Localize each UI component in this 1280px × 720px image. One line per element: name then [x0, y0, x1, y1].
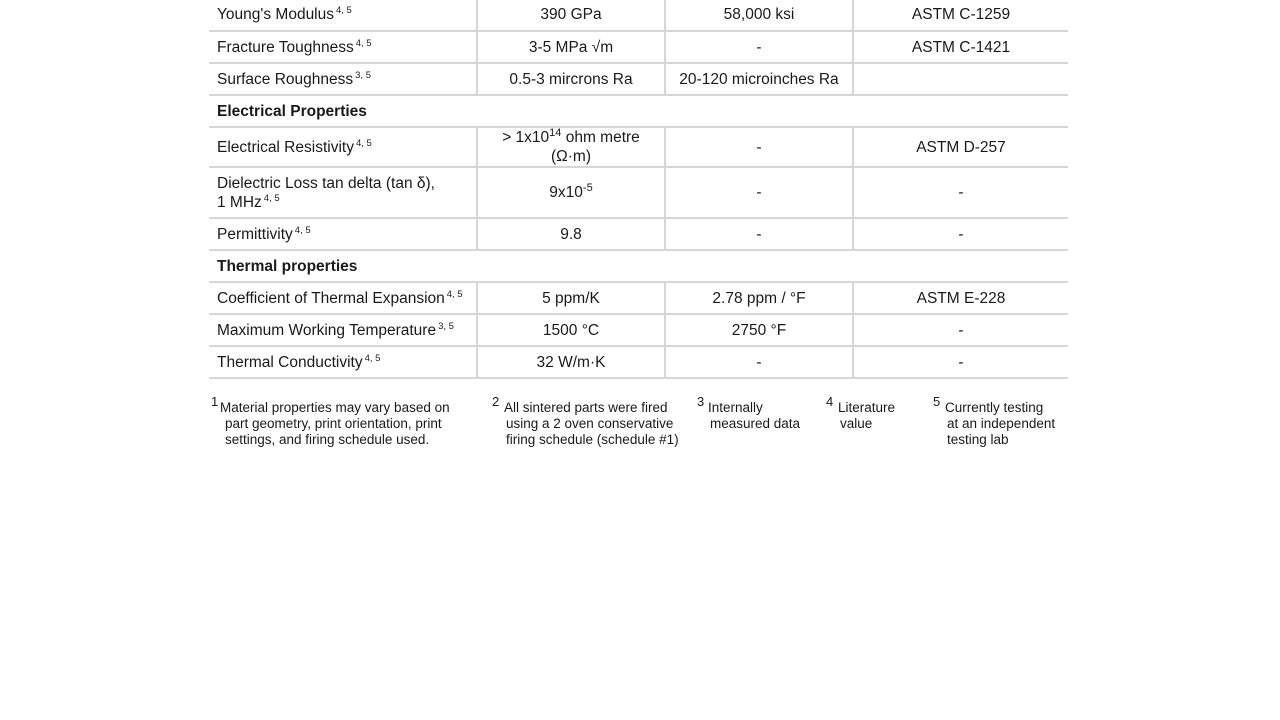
property-name: Maximum Working Temperature $^{3, 5}$: [209, 314, 477, 346]
footnote-text: All sintered parts were fired: [504, 400, 668, 415]
test-standard: ASTM D-257: [853, 127, 1068, 167]
footnote-text: part geometry, print orientation, print: [225, 416, 442, 431]
table-row: [209, 127, 1068, 167]
reference-marker: 3, 5: [438, 320, 454, 332]
property-name: Coefficient of Thermal Expansion $^{4, 5}$: [209, 282, 477, 314]
si-value: > $1x10^{14}$ ohm metre (Ω·m): [477, 127, 665, 167]
property-name: Surface Roughness $^{3, 5}$: [209, 63, 477, 95]
section-header-row: [209, 95, 1068, 127]
footnote-text: Material properties may vary based on: [220, 400, 450, 415]
test-standard: -: [853, 167, 1068, 218]
footnote-number: 1: [211, 394, 219, 409]
imperial-value: -: [665, 346, 853, 378]
test-standard: ASTM E-228: [853, 282, 1068, 314]
si-value: 5 ppm/K: [477, 282, 665, 314]
reference-marker: 4, 5: [355, 37, 372, 49]
reference-marker: 4, 5: [355, 137, 372, 149]
si-value: 32 W/m·K: [477, 346, 665, 378]
test-standard: ASTM C-1259: [853, 0, 1068, 31]
footnote-5: [933, 394, 1055, 448]
table-row: [209, 167, 1068, 218]
section-header-row: [209, 250, 1068, 282]
si-value: 0.5-3 mircrons Ra: [477, 63, 665, 95]
imperial-value: -: [665, 31, 853, 63]
reference-marker: 4, 5: [364, 352, 381, 364]
table-row: [209, 63, 1068, 95]
si-value: 3-5 MPa √m: [477, 31, 665, 63]
table-row: [209, 314, 1068, 346]
reference-marker: 4, 5: [336, 5, 352, 16]
footnote-text: settings, and firing schedule used.: [225, 432, 430, 447]
section-heading-thermal: Thermal properties: [209, 250, 1068, 282]
table-row: [209, 346, 1068, 378]
footnote-4: [826, 394, 895, 432]
table-row: [209, 282, 1068, 314]
footnote-number: 3: [697, 394, 705, 409]
section-heading-electrical: Electrical Properties: [209, 95, 1068, 127]
table-row: [209, 31, 1068, 63]
property-name: Dielectric Loss tan delta (tan δ), 1 MHz $^{4, 5}$: [209, 167, 477, 218]
si-value: $9x10^{-5}$: [477, 167, 665, 218]
imperial-value: 20-120 microinches Ra: [665, 63, 853, 95]
test-standard: -: [853, 314, 1068, 346]
footnote-text: using a 2 oven conservative: [506, 416, 674, 431]
test-standard: ASTM C-1421: [853, 31, 1068, 63]
footnote-text: Literature: [838, 400, 896, 415]
imperial-value: 2.78 ppm / °F: [665, 282, 853, 314]
test-standard: -: [853, 346, 1068, 378]
properties-table: [209, 0, 1068, 379]
footnote-3: [697, 394, 800, 432]
table-row: [209, 218, 1068, 250]
property-name: Electrical Resistivity $^{4, 5}$: [209, 127, 477, 167]
imperial-value: -: [665, 218, 853, 250]
footnote-number: 4: [826, 394, 834, 409]
reference-marker: 4, 5: [446, 288, 463, 300]
footnote-text: at an independent: [947, 416, 1056, 431]
test-standard: [853, 63, 1068, 95]
table-row: [209, 0, 1068, 31]
exponent: -5: [582, 182, 593, 194]
reference-marker: 4, 5: [294, 224, 311, 236]
si-value: 9.8: [477, 218, 665, 250]
footnote-text: value: [840, 416, 873, 431]
test-standard: -: [853, 218, 1068, 250]
property-name: Thermal Conductivity $^{4, 5}$: [209, 346, 477, 378]
footnote-text: firing schedule (schedule #1): [506, 432, 679, 447]
exponent: 14: [549, 127, 562, 139]
reference-marker: 4, 5: [263, 192, 280, 204]
imperial-value: 2750 °F: [665, 314, 853, 346]
footnote-2: [492, 394, 679, 448]
imperial-value: 58,000 ksi: [665, 0, 853, 31]
property-name: Fracture Toughness $^{4, 5}$: [209, 31, 477, 63]
property-name: Permittivity $^{4, 5}$: [209, 218, 477, 250]
property-name: Young's Modulus $^{4, 5}$: [209, 0, 477, 31]
footnote-number: 5: [933, 394, 941, 409]
imperial-value: -: [665, 167, 853, 218]
footnote-1: [211, 394, 450, 448]
si-value: 390 GPa: [477, 0, 665, 31]
footnote-number: 2: [492, 394, 500, 409]
imperial-value: -: [665, 127, 853, 167]
footnote-text: Internally: [708, 400, 763, 415]
footnote-text: testing lab: [947, 432, 1009, 447]
si-value: 1500 °C: [477, 314, 665, 346]
footnote-text: measured data: [710, 416, 801, 431]
reference-marker: 3, 5: [355, 69, 371, 81]
footnote-text: Currently testing: [945, 400, 1044, 415]
